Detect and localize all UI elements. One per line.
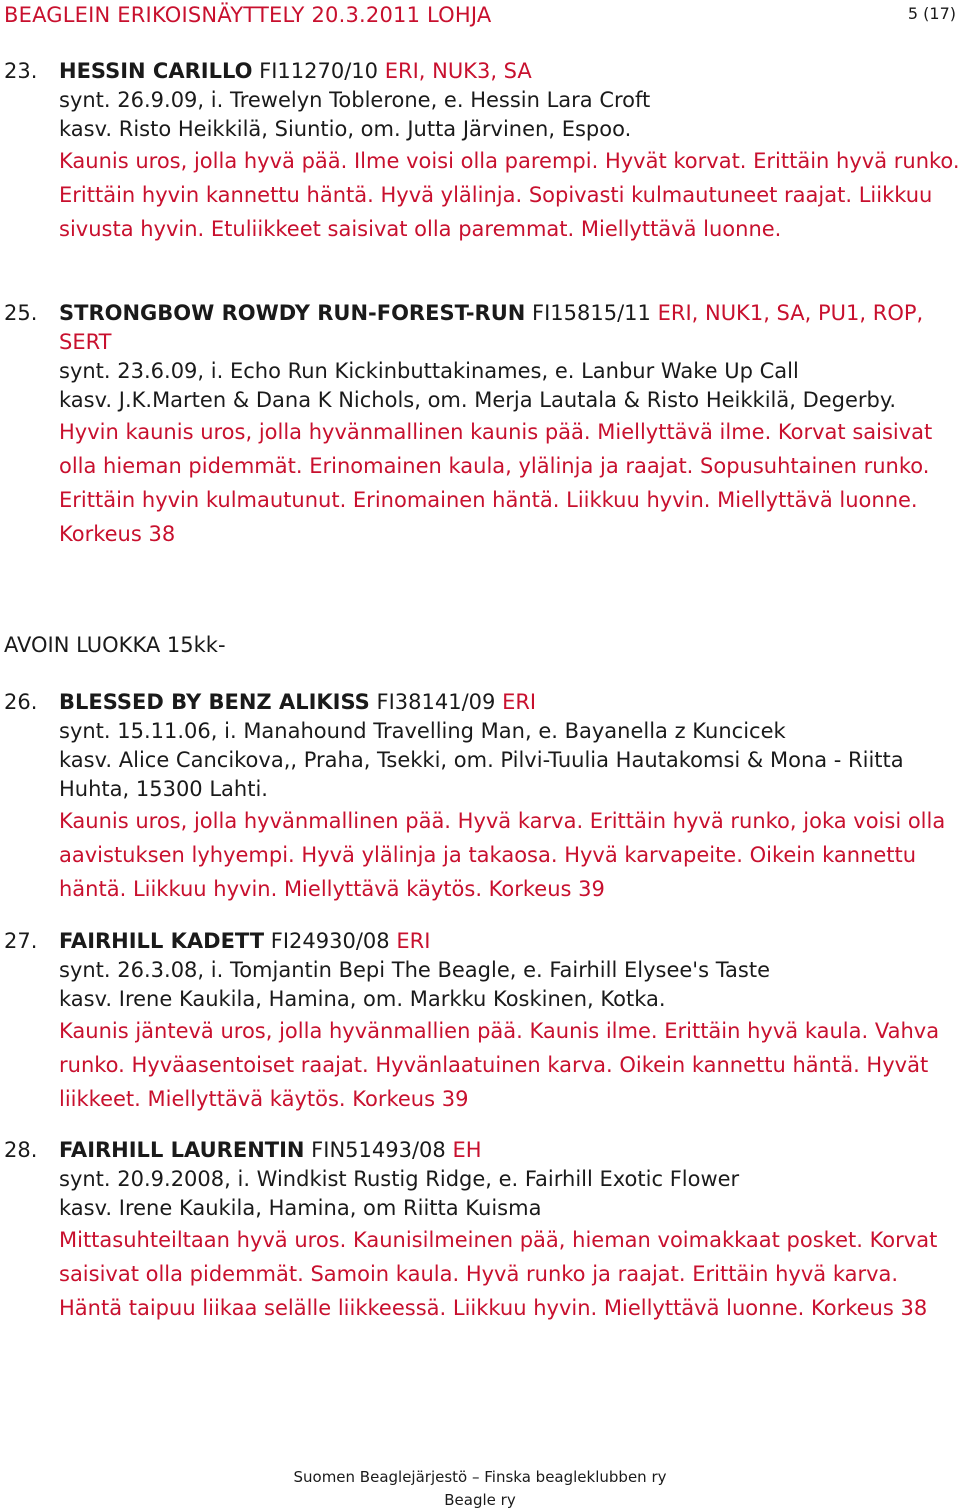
judge-critique: Mittasuhteiltaan hyvä uros. Kaunisilmeinen pää, hieman voimakkaat posket. Korvat saisivat olla pidemmät. Samoin kaula. Hyvä runko ja raajat. Erittäin hyvä karva. Häntä taipuu liikaa selälle liikkeessä. Liikkuu hyvin. Miellyttävä luonne. Korkeus 38 — [59, 1228, 938, 1320]
show-results: ERI — [502, 690, 537, 714]
entry-body — [59, 688, 960, 906]
entry-title-line — [59, 1136, 960, 1165]
entry-title-line — [59, 927, 960, 956]
registration-number: FI24930/08 — [270, 929, 390, 953]
footer-club-name: Beagle ry — [444, 1491, 516, 1509]
dog-name: FAIRHILL KADETT — [59, 929, 265, 953]
dog-name: STRONGBOW ROWDY RUN-FOREST-RUN — [59, 301, 526, 325]
registration-number: FI11270/10 — [259, 59, 379, 83]
entry-body — [59, 57, 960, 246]
dog-name: BLESSED BY BENZ ALIKISS — [59, 690, 370, 714]
entry-number: 25. — [4, 301, 38, 325]
birth-parents: synt. 15.11.06, i. Manahound Travelling Man, e. Bayanella z Kuncicek — [59, 719, 786, 743]
dog-name: FAIRHILL LAURENTIN — [59, 1138, 305, 1162]
entry-title-line — [59, 57, 960, 86]
show-results: ERI, NUK3, SA — [384, 59, 532, 83]
entry-title-line — [59, 299, 960, 357]
entry-body — [59, 1136, 960, 1325]
registration-number: FI38141/09 — [376, 690, 496, 714]
show-results: ERI — [396, 929, 431, 953]
birth-parents: synt. 26.3.08, i. Tomjantin Bepi The Beagle, e. Fairhill Elysee's Taste — [59, 958, 771, 982]
document-header-title: BEAGLEIN ERIKOISNÄYTTELY 20.3.2011 LOHJA — [4, 3, 492, 27]
breeder-owner: kasv. J.K.Marten & Dana K Nichols, om. Merja Lautala & Risto Heikkilä, Degerby. — [59, 388, 896, 412]
judge-critique: Kaunis jäntevä uros, jolla hyvänmallien pää. Kaunis ilme. Erittäin hyvä kaula. Vahva runko. Hyväasentoiset raajat. Hyvänlaatuinen karva. Oikein kannettu häntä. Hyvät liikkeet. Miellyttävä käytös. Korkeus 39 — [59, 1019, 940, 1111]
judge-critique: Kaunis uros, jolla hyvä pää. Ilme voisi olla parempi. Hyvät korvat. Erittäin hyvä runko. Erittäin hyvin kannettu häntä. Hyvä ylälinja. Sopivasti kulmautuneet raajat. Liikkuu sivusta hyvin. Etuliikkeet saisivat olla paremmat. Miellyttävä luonne. — [59, 149, 960, 241]
entry-number: 28. — [4, 1138, 38, 1162]
dog-name: HESSIN CARILLO — [59, 59, 253, 83]
show-results: ERI, NUK1, SA, PU1, ROP, SERT — [59, 301, 924, 354]
breeder-owner: kasv. Risto Heikkilä, Siuntio, om. Jutta Järvinen, Espoo. — [59, 117, 632, 141]
birth-parents: synt. 20.9.2008, i. Windkist Rustig Ridge, e. Fairhill Exotic Flower — [59, 1167, 740, 1191]
page-number: 5 (17) — [907, 4, 956, 23]
entry-body — [59, 299, 960, 551]
entry-number: 23. — [4, 59, 38, 83]
footer-organization: Suomen Beaglejärjestö – Finska beagleklubben ry — [293, 1468, 667, 1486]
breeder-owner: kasv. Alice Cancikova,, Praha, Tsekki, om. Pilvi-Tuulia Hautakomsi & Mona - Riitta Huhta, 15300 Lahti. — [59, 748, 904, 801]
birth-parents: synt. 26.9.09, i. Trewelyn Toblerone, e. Hessin Lara Croft — [59, 88, 651, 112]
judge-critique: Hyvin kaunis uros, jolla hyvänmallinen kaunis pää. Miellyttävä ilme. Korvat saisivat olla hieman pidemmät. Erinomainen kaula, ylälinja ja raajat. Sopusuhtainen runko. Erittäin hyvin kulmautunut. Erinomainen häntä. Liikkuu hyvin. Miellyttävä luonne. Korkeus 38 — [59, 420, 933, 546]
registration-number: FI15815/11 — [532, 301, 651, 325]
registration-number: FIN51493/08 — [311, 1138, 446, 1162]
entry-number: 27. — [4, 929, 38, 953]
birth-parents: synt. 23.6.09, i. Echo Run Kickinbuttakinames, e. Lanbur Wake Up Call — [59, 359, 799, 383]
breeder-owner: kasv. Irene Kaukila, Hamina, om. Markku Koskinen, Kotka. — [59, 987, 666, 1011]
entry-body — [59, 927, 960, 1116]
entry-number: 26. — [4, 690, 38, 714]
judge-critique: Kaunis uros, jolla hyvänmallinen pää. Hyvä karva. Erittäin hyvä runko, joka voisi olla aavistuksen lyhyempi. Hyvä ylälinja ja takaosa. Hyvä karvapeite. Oikein kannettu häntä. Liikkuu hyvin. Miellyttävä käytös. Korkeus 39 — [59, 809, 946, 901]
breeder-owner: kasv. Irene Kaukila, Hamina, om Riitta Kuisma — [59, 1196, 542, 1220]
class-heading: AVOIN LUOKKA 15kk- — [4, 633, 226, 657]
show-results: EH — [452, 1138, 482, 1162]
entry-title-line — [59, 688, 960, 717]
